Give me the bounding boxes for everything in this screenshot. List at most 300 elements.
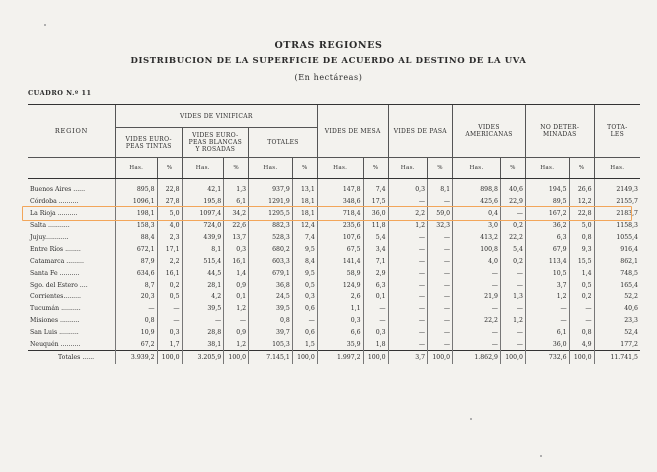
table-cell: — bbox=[428, 196, 453, 208]
region-name: Jujuy............ bbox=[30, 234, 69, 241]
table-cell: 8,7 bbox=[115, 279, 157, 291]
table-cell: — bbox=[453, 279, 501, 291]
table-cell: 1.997,2 bbox=[317, 351, 363, 365]
table-cell: 105,3 bbox=[249, 339, 293, 351]
table-cell: — bbox=[428, 267, 453, 279]
table-cell: 679,1 bbox=[249, 267, 293, 279]
table-row bbox=[28, 255, 640, 267]
header-unit-has: Has. bbox=[317, 158, 363, 179]
table-cell: 18,1 bbox=[292, 208, 317, 220]
header-unit-pct: % bbox=[428, 158, 453, 179]
table-cell: 100,0 bbox=[363, 351, 388, 365]
table-cell: 28,8 bbox=[182, 327, 224, 339]
table-cell: 235,6 bbox=[317, 220, 363, 232]
table-cell: 0,8 bbox=[249, 315, 293, 327]
table-row bbox=[28, 303, 640, 315]
table-cell: — bbox=[500, 327, 525, 339]
table-cell: — bbox=[500, 279, 525, 291]
table-cell: 0,5 bbox=[157, 291, 182, 303]
table-cell: — bbox=[182, 315, 224, 327]
region-name: Córdoba .......... bbox=[30, 198, 79, 206]
table-cell: 8,4 bbox=[292, 255, 317, 267]
table-cell: 0,3 bbox=[388, 184, 428, 196]
header-unit-has: Has. bbox=[525, 158, 569, 179]
table-cell: 672,1 bbox=[115, 243, 157, 255]
table-cell: 6,3 bbox=[525, 232, 569, 244]
table-cell: 0,6 bbox=[292, 303, 317, 315]
table-cell: 23,3 bbox=[594, 315, 640, 327]
table-cell: 0,8 bbox=[115, 315, 157, 327]
table-cell: 13,7 bbox=[224, 232, 249, 244]
table-cell: 9,3 bbox=[569, 243, 594, 255]
table-cell: 100,8 bbox=[453, 243, 501, 255]
header-vides-americanas-l2: AMERICANAS bbox=[465, 131, 513, 138]
table-cell: 1.862,9 bbox=[453, 351, 501, 365]
table-cell: 52,2 bbox=[594, 291, 640, 303]
table-cell: 13,1 bbox=[292, 184, 317, 196]
region-name: Entre Ríos ........ bbox=[30, 245, 81, 253]
table-cell: — bbox=[428, 303, 453, 315]
header-unit-has: Has. bbox=[182, 158, 224, 179]
header-region: REGION bbox=[28, 105, 115, 158]
data-table bbox=[28, 104, 640, 364]
table-cell: — bbox=[388, 232, 428, 244]
table-row bbox=[28, 184, 640, 196]
table-cell: — bbox=[388, 255, 428, 267]
table-cell: 0,3 bbox=[292, 291, 317, 303]
table-cell: 4,9 bbox=[569, 339, 594, 351]
table-cell: 0,9 bbox=[224, 279, 249, 291]
page-title: OTRAS REGIONES bbox=[274, 40, 383, 51]
table-cell: 22,2 bbox=[453, 315, 501, 327]
table-cell: 124,9 bbox=[317, 279, 363, 291]
header-europeas-blancas-l3: Y ROSADAS bbox=[195, 146, 236, 153]
table-cell: 8,1 bbox=[428, 184, 453, 196]
table-cell: 2,9 bbox=[363, 267, 388, 279]
table-row bbox=[28, 196, 640, 208]
table-cell: 748,5 bbox=[594, 267, 640, 279]
table-cell: 3,7 bbox=[388, 351, 428, 365]
header-unit-has: Has. bbox=[249, 158, 293, 179]
table-cell: 22,6 bbox=[224, 220, 249, 232]
table-cell: 916,4 bbox=[594, 243, 640, 255]
table-cell: 5,0 bbox=[157, 208, 182, 220]
speck bbox=[44, 24, 46, 26]
header-unit-pct: % bbox=[224, 158, 249, 179]
table-cell: 28,1 bbox=[182, 279, 224, 291]
table-body bbox=[28, 179, 640, 365]
header-europeas-tintas-l2: PEAS TINTAS bbox=[125, 142, 172, 150]
table-cell: 413,2 bbox=[453, 232, 501, 244]
table-cell: 24,5 bbox=[249, 291, 293, 303]
table-cell: — bbox=[157, 303, 182, 315]
table-cell: 1,1 bbox=[317, 303, 363, 315]
table-cell: 1096,1 bbox=[115, 196, 157, 208]
header-no-determinadas bbox=[525, 105, 594, 158]
table-cell: 39,7 bbox=[249, 327, 293, 339]
table-cell: 3.205,9 bbox=[182, 351, 224, 365]
units-note: (En hectáreas) bbox=[294, 73, 363, 82]
table-cell: 6,3 bbox=[363, 279, 388, 291]
header-totales: TOTALES bbox=[249, 128, 318, 158]
table-cell: — bbox=[525, 315, 569, 327]
table-cell: 100,0 bbox=[569, 351, 594, 365]
table-cell: 88,4 bbox=[115, 232, 157, 244]
table-cell: 16,1 bbox=[157, 267, 182, 279]
table-cell: 9,5 bbox=[292, 267, 317, 279]
table-cell: 40,6 bbox=[594, 303, 640, 315]
table-cell: 87,9 bbox=[115, 255, 157, 267]
speck bbox=[540, 455, 542, 457]
table-cell: 11,8 bbox=[363, 220, 388, 232]
table-cell: 10,9 bbox=[115, 327, 157, 339]
table-cell: — bbox=[292, 315, 317, 327]
table-cell: — bbox=[388, 303, 428, 315]
table-cell: 1,8 bbox=[363, 339, 388, 351]
table-row bbox=[28, 327, 640, 339]
table-cell: 100,0 bbox=[500, 351, 525, 365]
table-cell: 0,3 bbox=[157, 327, 182, 339]
table-cell: 1,2 bbox=[500, 315, 525, 327]
table-cell: 3,4 bbox=[363, 243, 388, 255]
table-cell: 0,3 bbox=[224, 243, 249, 255]
table-row bbox=[28, 208, 640, 220]
table-cell: 5,0 bbox=[569, 220, 594, 232]
table-cell: 1,4 bbox=[224, 267, 249, 279]
table-cell: 11.741,5 bbox=[594, 351, 640, 365]
table-cell: 67,9 bbox=[525, 243, 569, 255]
header-unit-pct: % bbox=[500, 158, 525, 179]
table-cell: 1,2 bbox=[525, 291, 569, 303]
header-unit-blank bbox=[28, 158, 115, 179]
table-cell: 18,1 bbox=[292, 196, 317, 208]
table-cell: 3.939,2 bbox=[115, 351, 157, 365]
table-cell: 7.145,1 bbox=[249, 351, 293, 365]
table-cell: 100,0 bbox=[428, 351, 453, 365]
table-cell: 22,8 bbox=[569, 208, 594, 220]
table-cell: 1,5 bbox=[292, 339, 317, 351]
table-cell: — bbox=[453, 267, 501, 279]
table-cell: 0,2 bbox=[500, 220, 525, 232]
header-europeas-tintas-l1: VIDES EURO- bbox=[125, 135, 172, 143]
page-subtitle: DISTRIBUCION DE LA SUPERFICIE DE ACUERDO AL DESTINO DE LA UVA bbox=[130, 56, 527, 66]
table-cell: 44,5 bbox=[182, 267, 224, 279]
table-cell: 1158,3 bbox=[594, 220, 640, 232]
header-unit-pct: % bbox=[363, 158, 388, 179]
table-cell: 16,1 bbox=[224, 255, 249, 267]
table-cell: 27,8 bbox=[157, 196, 182, 208]
table-cell: 22,9 bbox=[500, 196, 525, 208]
table-cell: 2155,7 bbox=[594, 196, 640, 208]
table-cell: 7,4 bbox=[363, 184, 388, 196]
table-cell: 895,8 bbox=[115, 184, 157, 196]
table-cell: — bbox=[388, 243, 428, 255]
table-cell: 439,9 bbox=[182, 232, 224, 244]
table-cell: 724,0 bbox=[182, 220, 224, 232]
table-row bbox=[28, 315, 640, 327]
table-cell: 10,5 bbox=[525, 267, 569, 279]
table-cell: 195,8 bbox=[182, 196, 224, 208]
table-cell: 4,0 bbox=[453, 255, 501, 267]
header-totales-col-l2: LES bbox=[610, 131, 624, 138]
table-cell: 194,5 bbox=[525, 184, 569, 196]
table-cell: 17,5 bbox=[363, 196, 388, 208]
table-cell: — bbox=[453, 327, 501, 339]
table-cell: 0,8 bbox=[569, 232, 594, 244]
table-cell: 15,5 bbox=[569, 255, 594, 267]
table-cell: — bbox=[157, 315, 182, 327]
table-row bbox=[28, 339, 640, 351]
table-cell: 2183,7 bbox=[594, 208, 640, 220]
table-cell: 1055,4 bbox=[594, 232, 640, 244]
header-europeas-tintas bbox=[115, 128, 182, 158]
table-cell: 26,6 bbox=[569, 184, 594, 196]
table-cell: 39,5 bbox=[249, 303, 293, 315]
table-cell: — bbox=[500, 267, 525, 279]
table-cell: — bbox=[428, 279, 453, 291]
table-cell: — bbox=[569, 303, 594, 315]
table-cell: 718,4 bbox=[317, 208, 363, 220]
header-unit-has: Has. bbox=[453, 158, 501, 179]
table-cell: 40,6 bbox=[500, 184, 525, 196]
table-cell: 882,3 bbox=[249, 220, 293, 232]
table-cell: 147,8 bbox=[317, 184, 363, 196]
table-cell: 22,8 bbox=[157, 184, 182, 196]
header-no-determinadas-l1: NO DETER- bbox=[540, 124, 580, 131]
table-row bbox=[28, 220, 640, 232]
table-cell: — bbox=[388, 339, 428, 351]
table-cell: — bbox=[428, 243, 453, 255]
table-cell: 5,4 bbox=[363, 232, 388, 244]
table-cell: 2,2 bbox=[388, 208, 428, 220]
table-cell: 2149,3 bbox=[594, 184, 640, 196]
table-cell: 0,2 bbox=[500, 255, 525, 267]
region-name: Santa Fe .......... bbox=[30, 269, 80, 277]
table-cell: 5,4 bbox=[500, 243, 525, 255]
table-cell: 52,4 bbox=[594, 327, 640, 339]
header-totales-col-l1: TOTA- bbox=[607, 124, 628, 131]
table-cell: 0,8 bbox=[569, 327, 594, 339]
table-cell: — bbox=[428, 339, 453, 351]
table-cell: 32,3 bbox=[428, 220, 453, 232]
table-cell: — bbox=[500, 339, 525, 351]
table-cell: — bbox=[224, 315, 249, 327]
header-europeas-blancas bbox=[182, 128, 249, 158]
table-cell: 4,2 bbox=[182, 291, 224, 303]
region-name: Totales ...... bbox=[28, 351, 115, 365]
table-cell: 1,3 bbox=[500, 291, 525, 303]
table-cell: 0,6 bbox=[292, 327, 317, 339]
table-cell: 39,5 bbox=[182, 303, 224, 315]
region-name: San Luis .......... bbox=[30, 329, 79, 337]
table-cell: 898,8 bbox=[453, 184, 501, 196]
header-vides-americanas bbox=[453, 105, 526, 158]
table-cell: 42,1 bbox=[182, 184, 224, 196]
table-cell: — bbox=[428, 327, 453, 339]
table-number: CUADRO N.º 11 bbox=[28, 89, 92, 97]
table-cell: 1291,9 bbox=[249, 196, 293, 208]
table-cell: 1,2 bbox=[224, 339, 249, 351]
table-cell: 1,4 bbox=[569, 267, 594, 279]
table-cell: 515,4 bbox=[182, 255, 224, 267]
region-name: Buenos Aires ...... bbox=[30, 186, 86, 194]
table-cell: 6,1 bbox=[525, 327, 569, 339]
table-cell: 113,4 bbox=[525, 255, 569, 267]
table-cell: — bbox=[388, 291, 428, 303]
region-name: Misiones .......... bbox=[30, 317, 80, 325]
table-cell: 0,4 bbox=[453, 208, 501, 220]
table-cell: 732,6 bbox=[525, 351, 569, 365]
table-cell: — bbox=[428, 315, 453, 327]
table-row bbox=[28, 267, 640, 279]
table-cell: 17,1 bbox=[157, 243, 182, 255]
table-cell: — bbox=[115, 303, 157, 315]
table-cell: 6,1 bbox=[224, 196, 249, 208]
table-cell: 0,1 bbox=[363, 291, 388, 303]
table-cell: 1,2 bbox=[388, 220, 428, 232]
header-vides-americanas-l1: VIDES bbox=[478, 124, 500, 131]
table-cell: 0,1 bbox=[224, 291, 249, 303]
table-cell: 34,2 bbox=[224, 208, 249, 220]
header-unit-has: Has. bbox=[115, 158, 157, 179]
table-cell: 21,9 bbox=[453, 291, 501, 303]
table-cell: — bbox=[363, 315, 388, 327]
header-vides-vinificar: VIDES DE VINIFICAR bbox=[115, 105, 317, 128]
table-cell: 38,1 bbox=[182, 339, 224, 351]
table-row bbox=[28, 351, 640, 365]
table-cell: 0,5 bbox=[569, 279, 594, 291]
region-name: Catamarca ......... bbox=[30, 257, 84, 265]
table-cell: — bbox=[428, 255, 453, 267]
header-unit-has: Has. bbox=[388, 158, 428, 179]
table-cell: 3,0 bbox=[453, 220, 501, 232]
table-cell: 680,2 bbox=[249, 243, 293, 255]
table-cell: 36,8 bbox=[249, 279, 293, 291]
table-cell: 4,0 bbox=[157, 220, 182, 232]
table-cell: 862,1 bbox=[594, 255, 640, 267]
table-cell: 0,5 bbox=[292, 279, 317, 291]
table-cell: 59,0 bbox=[428, 208, 453, 220]
region-name: Tucumán .......... bbox=[30, 305, 81, 313]
region-name: La Rioja .......... bbox=[30, 210, 78, 218]
table-row bbox=[28, 232, 640, 244]
table-cell: 603,3 bbox=[249, 255, 293, 267]
table-cell: 7,1 bbox=[363, 255, 388, 267]
table-cell: — bbox=[428, 291, 453, 303]
speck bbox=[470, 418, 472, 420]
header-europeas-blancas-l1: VIDES EURO- bbox=[192, 132, 239, 139]
header-unit-pct: % bbox=[569, 158, 594, 179]
table-cell: 425,6 bbox=[453, 196, 501, 208]
table-cell: 12,4 bbox=[292, 220, 317, 232]
table-cell: 0,2 bbox=[157, 279, 182, 291]
table-cell: 22,2 bbox=[500, 232, 525, 244]
table-cell: 198,1 bbox=[115, 208, 157, 220]
table-row bbox=[28, 243, 640, 255]
table-cell: 1,3 bbox=[224, 184, 249, 196]
table-cell: — bbox=[500, 208, 525, 220]
table-cell: 89,5 bbox=[525, 196, 569, 208]
table-cell: 2,3 bbox=[157, 232, 182, 244]
table-cell: 0,3 bbox=[363, 327, 388, 339]
table-cell: — bbox=[388, 315, 428, 327]
table-cell: — bbox=[500, 303, 525, 315]
table-cell: 35,9 bbox=[317, 339, 363, 351]
table-cell: 67,5 bbox=[317, 243, 363, 255]
table-cell: — bbox=[453, 339, 501, 351]
table-cell: 107,6 bbox=[317, 232, 363, 244]
table-cell: 58,9 bbox=[317, 267, 363, 279]
header-europeas-blancas-l2: PEAS BLANCAS bbox=[188, 139, 242, 146]
table-cell: 67,2 bbox=[115, 339, 157, 351]
table-cell: 937,9 bbox=[249, 184, 293, 196]
table-row bbox=[28, 279, 640, 291]
table-cell: — bbox=[388, 279, 428, 291]
header-no-determinadas-l2: MINADAS bbox=[543, 131, 577, 138]
table-cell: 634,6 bbox=[115, 267, 157, 279]
table-cell: 1,7 bbox=[157, 339, 182, 351]
region-name: Corrientes......... bbox=[30, 293, 82, 301]
table-cell: — bbox=[388, 267, 428, 279]
table-cell: 100,0 bbox=[157, 351, 182, 365]
table-cell: 100,0 bbox=[224, 351, 249, 365]
table-cell: 12,2 bbox=[569, 196, 594, 208]
table-cell: 8,1 bbox=[182, 243, 224, 255]
table-cell: 20,3 bbox=[115, 291, 157, 303]
table-cell: 7,4 bbox=[292, 232, 317, 244]
header-unit-has: Has. bbox=[594, 158, 640, 179]
table-cell: 3,7 bbox=[525, 279, 569, 291]
table-cell: 165,4 bbox=[594, 279, 640, 291]
table-cell: 141,4 bbox=[317, 255, 363, 267]
table-cell: — bbox=[388, 327, 428, 339]
table-cell: 158,3 bbox=[115, 220, 157, 232]
table-cell: — bbox=[525, 303, 569, 315]
table-cell: 177,2 bbox=[594, 339, 640, 351]
table-cell: — bbox=[453, 303, 501, 315]
table-cell: — bbox=[388, 196, 428, 208]
header-unit-pct: % bbox=[157, 158, 182, 179]
region-name: Sgo. del Estero .... bbox=[30, 281, 88, 289]
table-cell: 36,0 bbox=[363, 208, 388, 220]
table-cell: — bbox=[428, 232, 453, 244]
table-cell: 100,0 bbox=[292, 351, 317, 365]
table-cell: — bbox=[569, 315, 594, 327]
table-cell: 0,2 bbox=[569, 291, 594, 303]
table-cell: 0,3 bbox=[317, 315, 363, 327]
table-row bbox=[28, 291, 640, 303]
table-cell: 348,6 bbox=[317, 196, 363, 208]
region-name: Neuquén .......... bbox=[30, 341, 81, 349]
table-cell: 1,2 bbox=[224, 303, 249, 315]
table-cell: 1097,4 bbox=[182, 208, 224, 220]
table-cell: 1295,5 bbox=[249, 208, 293, 220]
table-cell: 2,6 bbox=[317, 291, 363, 303]
region-name: Salta ........... bbox=[30, 222, 70, 230]
table-cell: 167,2 bbox=[525, 208, 569, 220]
header-vides-mesa: VIDES DE MESA bbox=[317, 105, 388, 158]
table-cell: 6,6 bbox=[317, 327, 363, 339]
table-cell: — bbox=[363, 303, 388, 315]
table-cell: 9,5 bbox=[292, 243, 317, 255]
header-totales-col bbox=[594, 105, 640, 158]
header-vides-pasa: VIDES DE PASA bbox=[388, 105, 453, 158]
table-cell: 36,2 bbox=[525, 220, 569, 232]
table-cell: 36,0 bbox=[525, 339, 569, 351]
header-unit-pct: % bbox=[292, 158, 317, 179]
table-cell: 0,9 bbox=[224, 327, 249, 339]
table-cell: 2,2 bbox=[157, 255, 182, 267]
